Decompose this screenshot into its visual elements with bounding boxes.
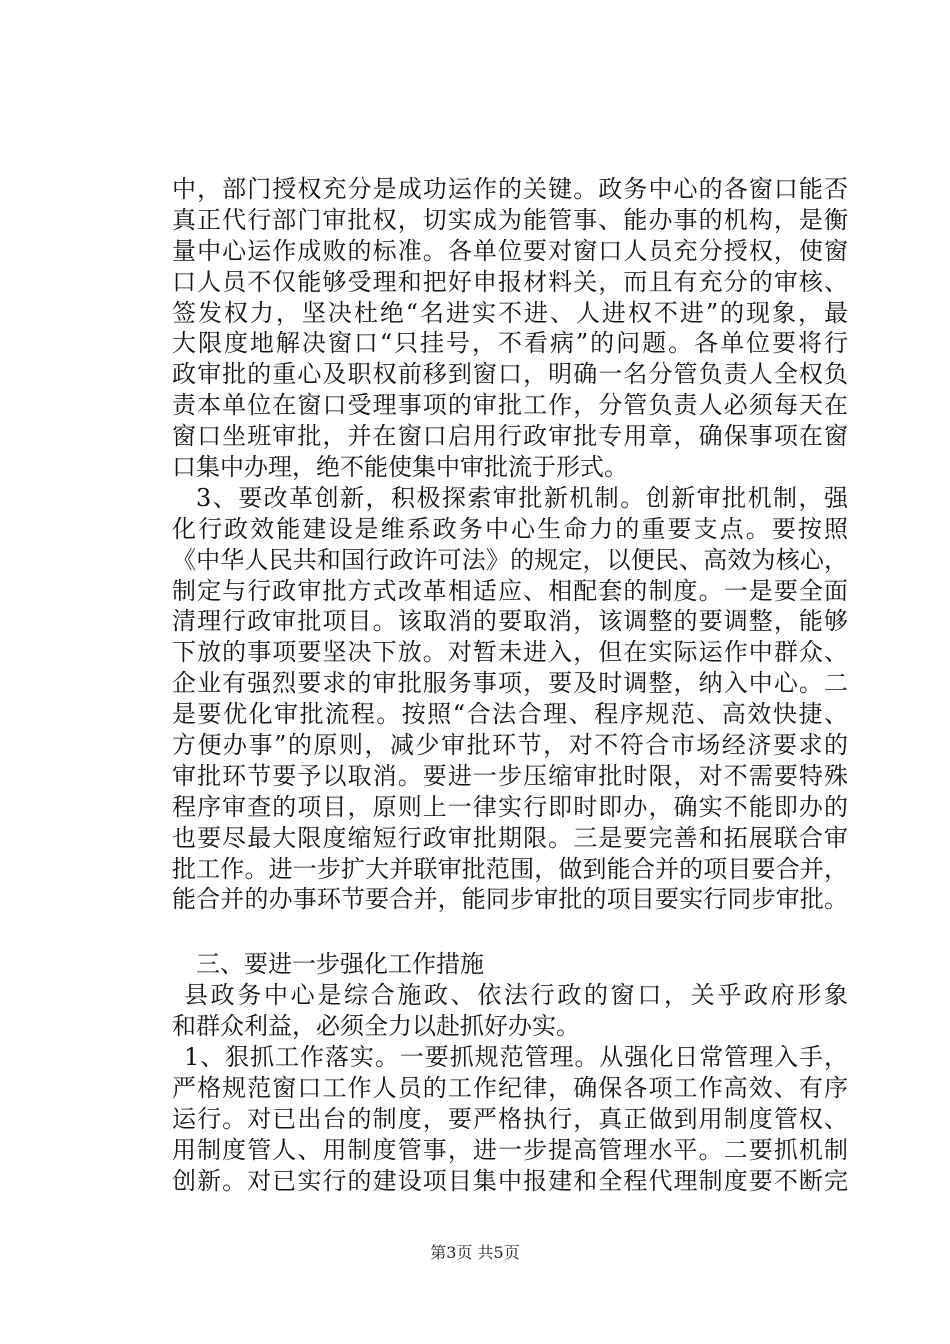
text-line: 县政务中心是综合施政、依法行政的窗口，关乎政府形象	[184, 981, 848, 1010]
text-line: 也要尽最大限度缩短行政审批期限。三是要完善和拓展联合审	[172, 823, 848, 852]
text-line: 化行政效能建设是维系政务中心生命力的重要支点。要按照	[172, 514, 848, 543]
paragraph-4	[172, 1042, 848, 1196]
text-line: 责本单位在窗口受理事项的审批工作，分管负责人必须每天在	[172, 391, 848, 420]
text-line: 程序审查的项目，原则上一律实行即时即办，确实不能即办的	[172, 792, 848, 821]
text-line: 严格规范窗口工作人员的工作纪律，确保各项工作高效、有序	[172, 1073, 848, 1102]
text-line: 签发权力，坚决杜绝“名进实不进、人进权不进”的现象，最	[172, 298, 848, 327]
text-line: 口集中办理，绝不能使集中审批流于形式。	[172, 453, 628, 482]
text-line: 企业有强烈要求的审批服务事项，要及时调整，纳入中心。二	[172, 669, 848, 698]
text-line: 批工作。进一步扩大并联审批范围，做到能合并的项目要合并，	[172, 854, 848, 883]
text-line: 创新。对已实行的建设项目集中报建和全程代理制度要不断完	[172, 1166, 848, 1195]
paragraph-1	[172, 174, 848, 483]
text-line: 和群众利益，必须全力以赴抓好办实。	[172, 1012, 580, 1041]
text-line: 审批环节要予以取消。要进一步压缩审批时限，对不需要特殊	[172, 761, 848, 790]
text-line: 窗口坐班审批，并在窗口启用行政审批专用章，确保事项在窗	[172, 422, 848, 451]
text-line: 方便办事”的原则，减少审批环节，对不符合市场经济要求的	[172, 731, 848, 760]
text-line: 大限度地解决窗口“只挂号，不看病”的问题。各单位要将行	[172, 329, 848, 358]
text-line: 中，部门授权充分是成功运作的关键。政务中心的各窗口能否	[172, 175, 848, 203]
text-line: 《中华人民共和国行政许可法》的规定，以便民、高效为核心，	[172, 545, 848, 574]
text-line: 用制度管人、用制度管事，进一步提高管理水平。二要抓机制	[172, 1135, 848, 1164]
text-line: 政审批的重心及职权前移到窗口，明确一名分管负责人全权负	[172, 360, 848, 389]
text-line: 清理行政审批项目。该取消的要取消，该调整的要调整，能够	[172, 607, 848, 636]
text-line: 运行。对已出台的制度，要严格执行，真正做到用制度管权、	[172, 1104, 848, 1133]
text-line: 3、要改革创新，积极探索审批新机制。创新审批机制，强	[196, 483, 848, 512]
text-line: 真正代行部门审批权，切实成为能管事、能办事的机构，是衡	[172, 205, 848, 234]
heading-text: 三、要进一步强化工作措施	[196, 950, 484, 979]
paragraph-3	[172, 980, 848, 1042]
text-line: 下放的事项要坚决下放。对暂未进入，但在实际运作中群众、	[172, 638, 848, 667]
paragraph-gap	[172, 915, 848, 949]
text-line: 量中心运作成败的标准。各单位要对窗口人员充分授权，使窗	[172, 236, 848, 265]
text-line: 制定与行政审批方式改革相适应、相配套的制度。一是要全面	[172, 576, 848, 605]
text-line: 口人员不仅能够受理和把好申报材料关，而且有充分的审核、	[172, 267, 848, 296]
body-text	[172, 174, 848, 1197]
text-line: 1、狠抓工作落实。一要抓规范管理。从强化日常管理入手，	[184, 1043, 848, 1072]
paragraph-2	[172, 483, 848, 915]
section-heading	[172, 949, 848, 980]
page-number-footer: 第3页 共5页	[430, 1243, 520, 1262]
text-line: 能合并的办事环节要合并，能同步审批的项目要实行同步审批。	[172, 885, 848, 914]
text-line: 是要优化审批流程。按照“合法合理、程序规范、高效快捷、	[172, 700, 848, 729]
